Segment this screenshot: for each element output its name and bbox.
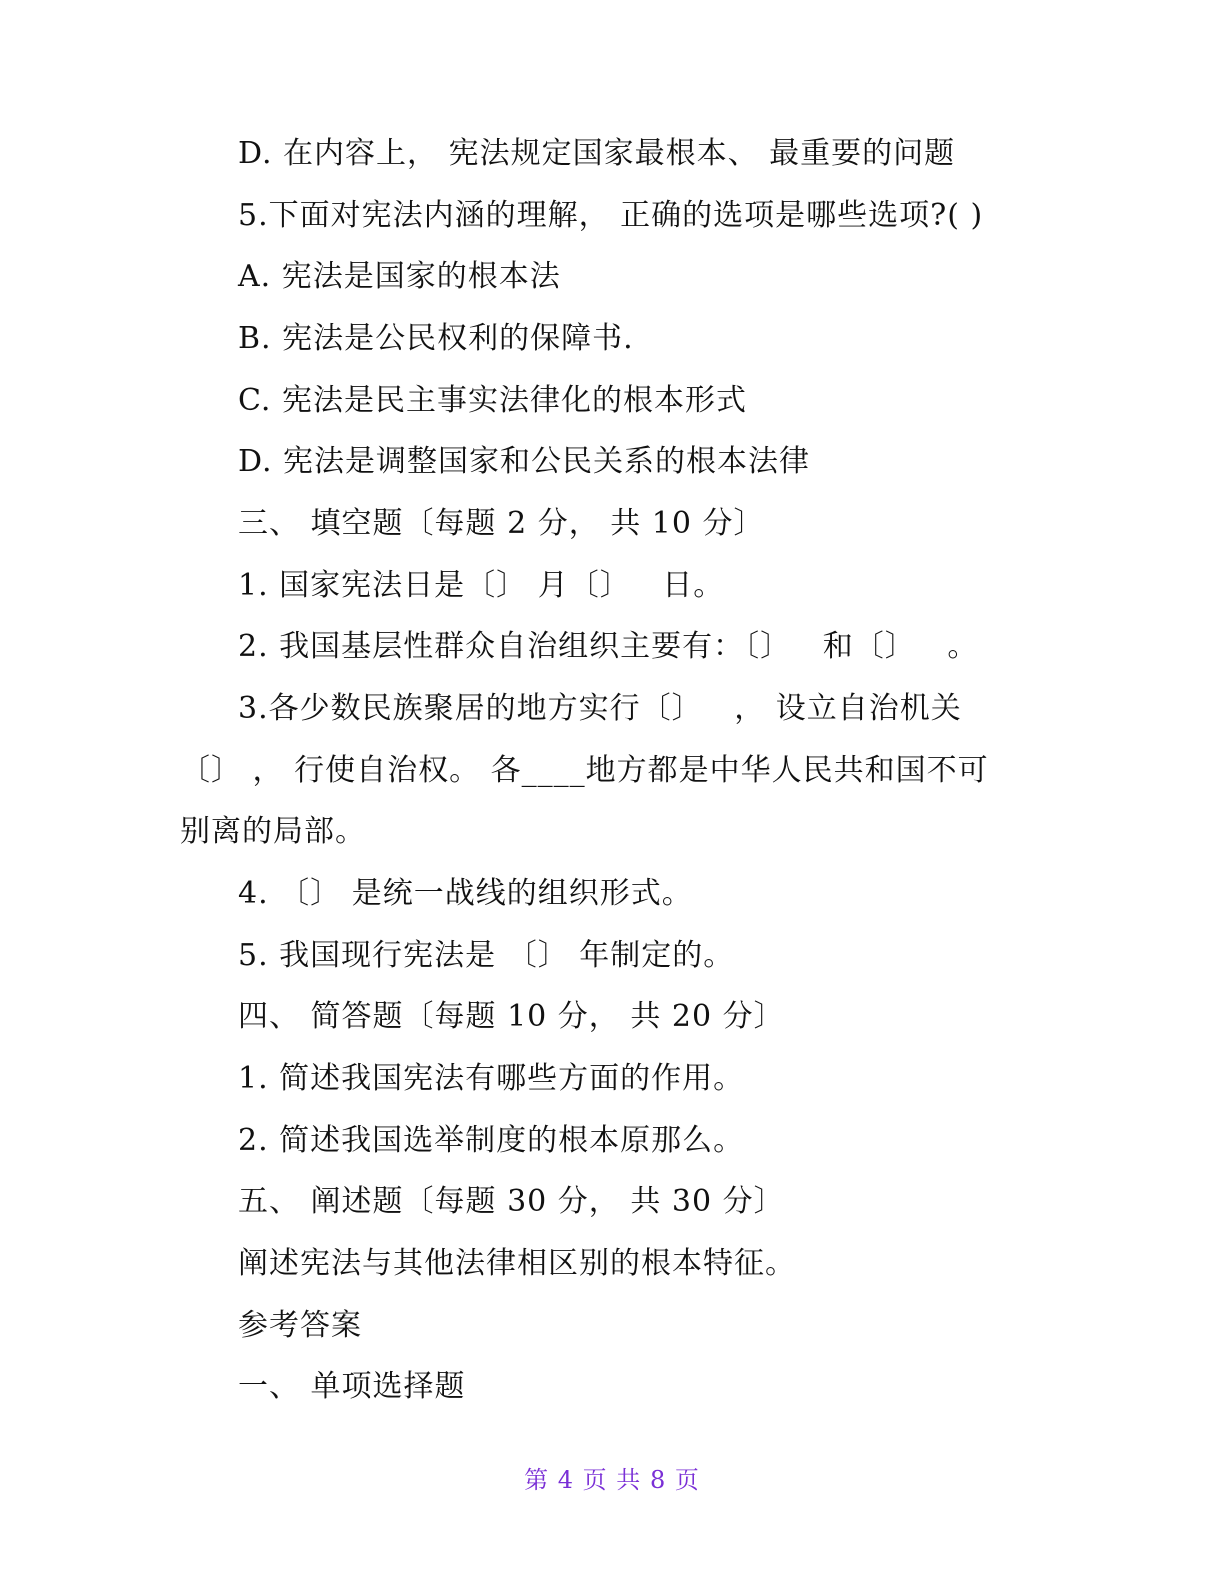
fill-question-1: 1. 国家宪法日是〔〕 月〔〕 日。	[238, 568, 725, 603]
fill-question-5: 5. 我国现行宪法是 〔〕 年制定的。	[238, 938, 735, 973]
section-3-heading: 三、 填空题〔每题 2 分， 共 10 分〕	[238, 506, 765, 541]
option-d: D. 宪法是调整国家和公民关系的根本法律	[238, 444, 811, 479]
option-a: A. 宪法是国家的根本法	[238, 259, 561, 294]
short-answer-2: 2. 简述我国选举制度的根本原那么。	[238, 1123, 745, 1158]
fill-question-4: 4. 〔〕 是统一战线的组织形式。	[238, 876, 693, 911]
answers-section-1-heading: 一、 单项选择题	[238, 1369, 466, 1404]
fill-question-2: 2. 我国基层性群众自治组织主要有：〔〕 和〔〕 。	[238, 629, 979, 664]
option-c: C. 宪法是民主事实法律化的根本形式	[238, 383, 747, 418]
fill-question-3-end: 别离的局部。	[180, 814, 366, 849]
question-5: 5.下面对宪法内涵的理解， 正确的选项是哪些选项?( )	[238, 198, 984, 233]
short-answer-1: 1. 简述我国宪法有哪些方面的作用。	[238, 1061, 745, 1096]
option-b: B. 宪法是公民权利的保障书.	[238, 321, 634, 356]
option-d-content: D. 在内容上， 宪法规定国家最根本、 最重要的问题	[238, 136, 956, 171]
fill-question-3: 3.各少数民族聚居的地方实行〔〕 ， 设立自治机关	[238, 691, 962, 726]
reference-answers-heading: 参考答案	[238, 1308, 362, 1343]
page-footer: 第 4 页 共 8 页	[524, 1466, 700, 1494]
section-5-heading: 五、 阐述题〔每题 30 分， 共 30 分〕	[238, 1184, 785, 1219]
essay-question: 阐述宪法与其他法律相区别的根本特征。	[238, 1246, 796, 1281]
section-4-heading: 四、 简答题〔每题 10 分， 共 20 分〕	[238, 999, 785, 1034]
fill-question-3-continued: 〔〕 ， 行使自治权。 各____地方都是中华人民共和国不可	[180, 753, 989, 788]
